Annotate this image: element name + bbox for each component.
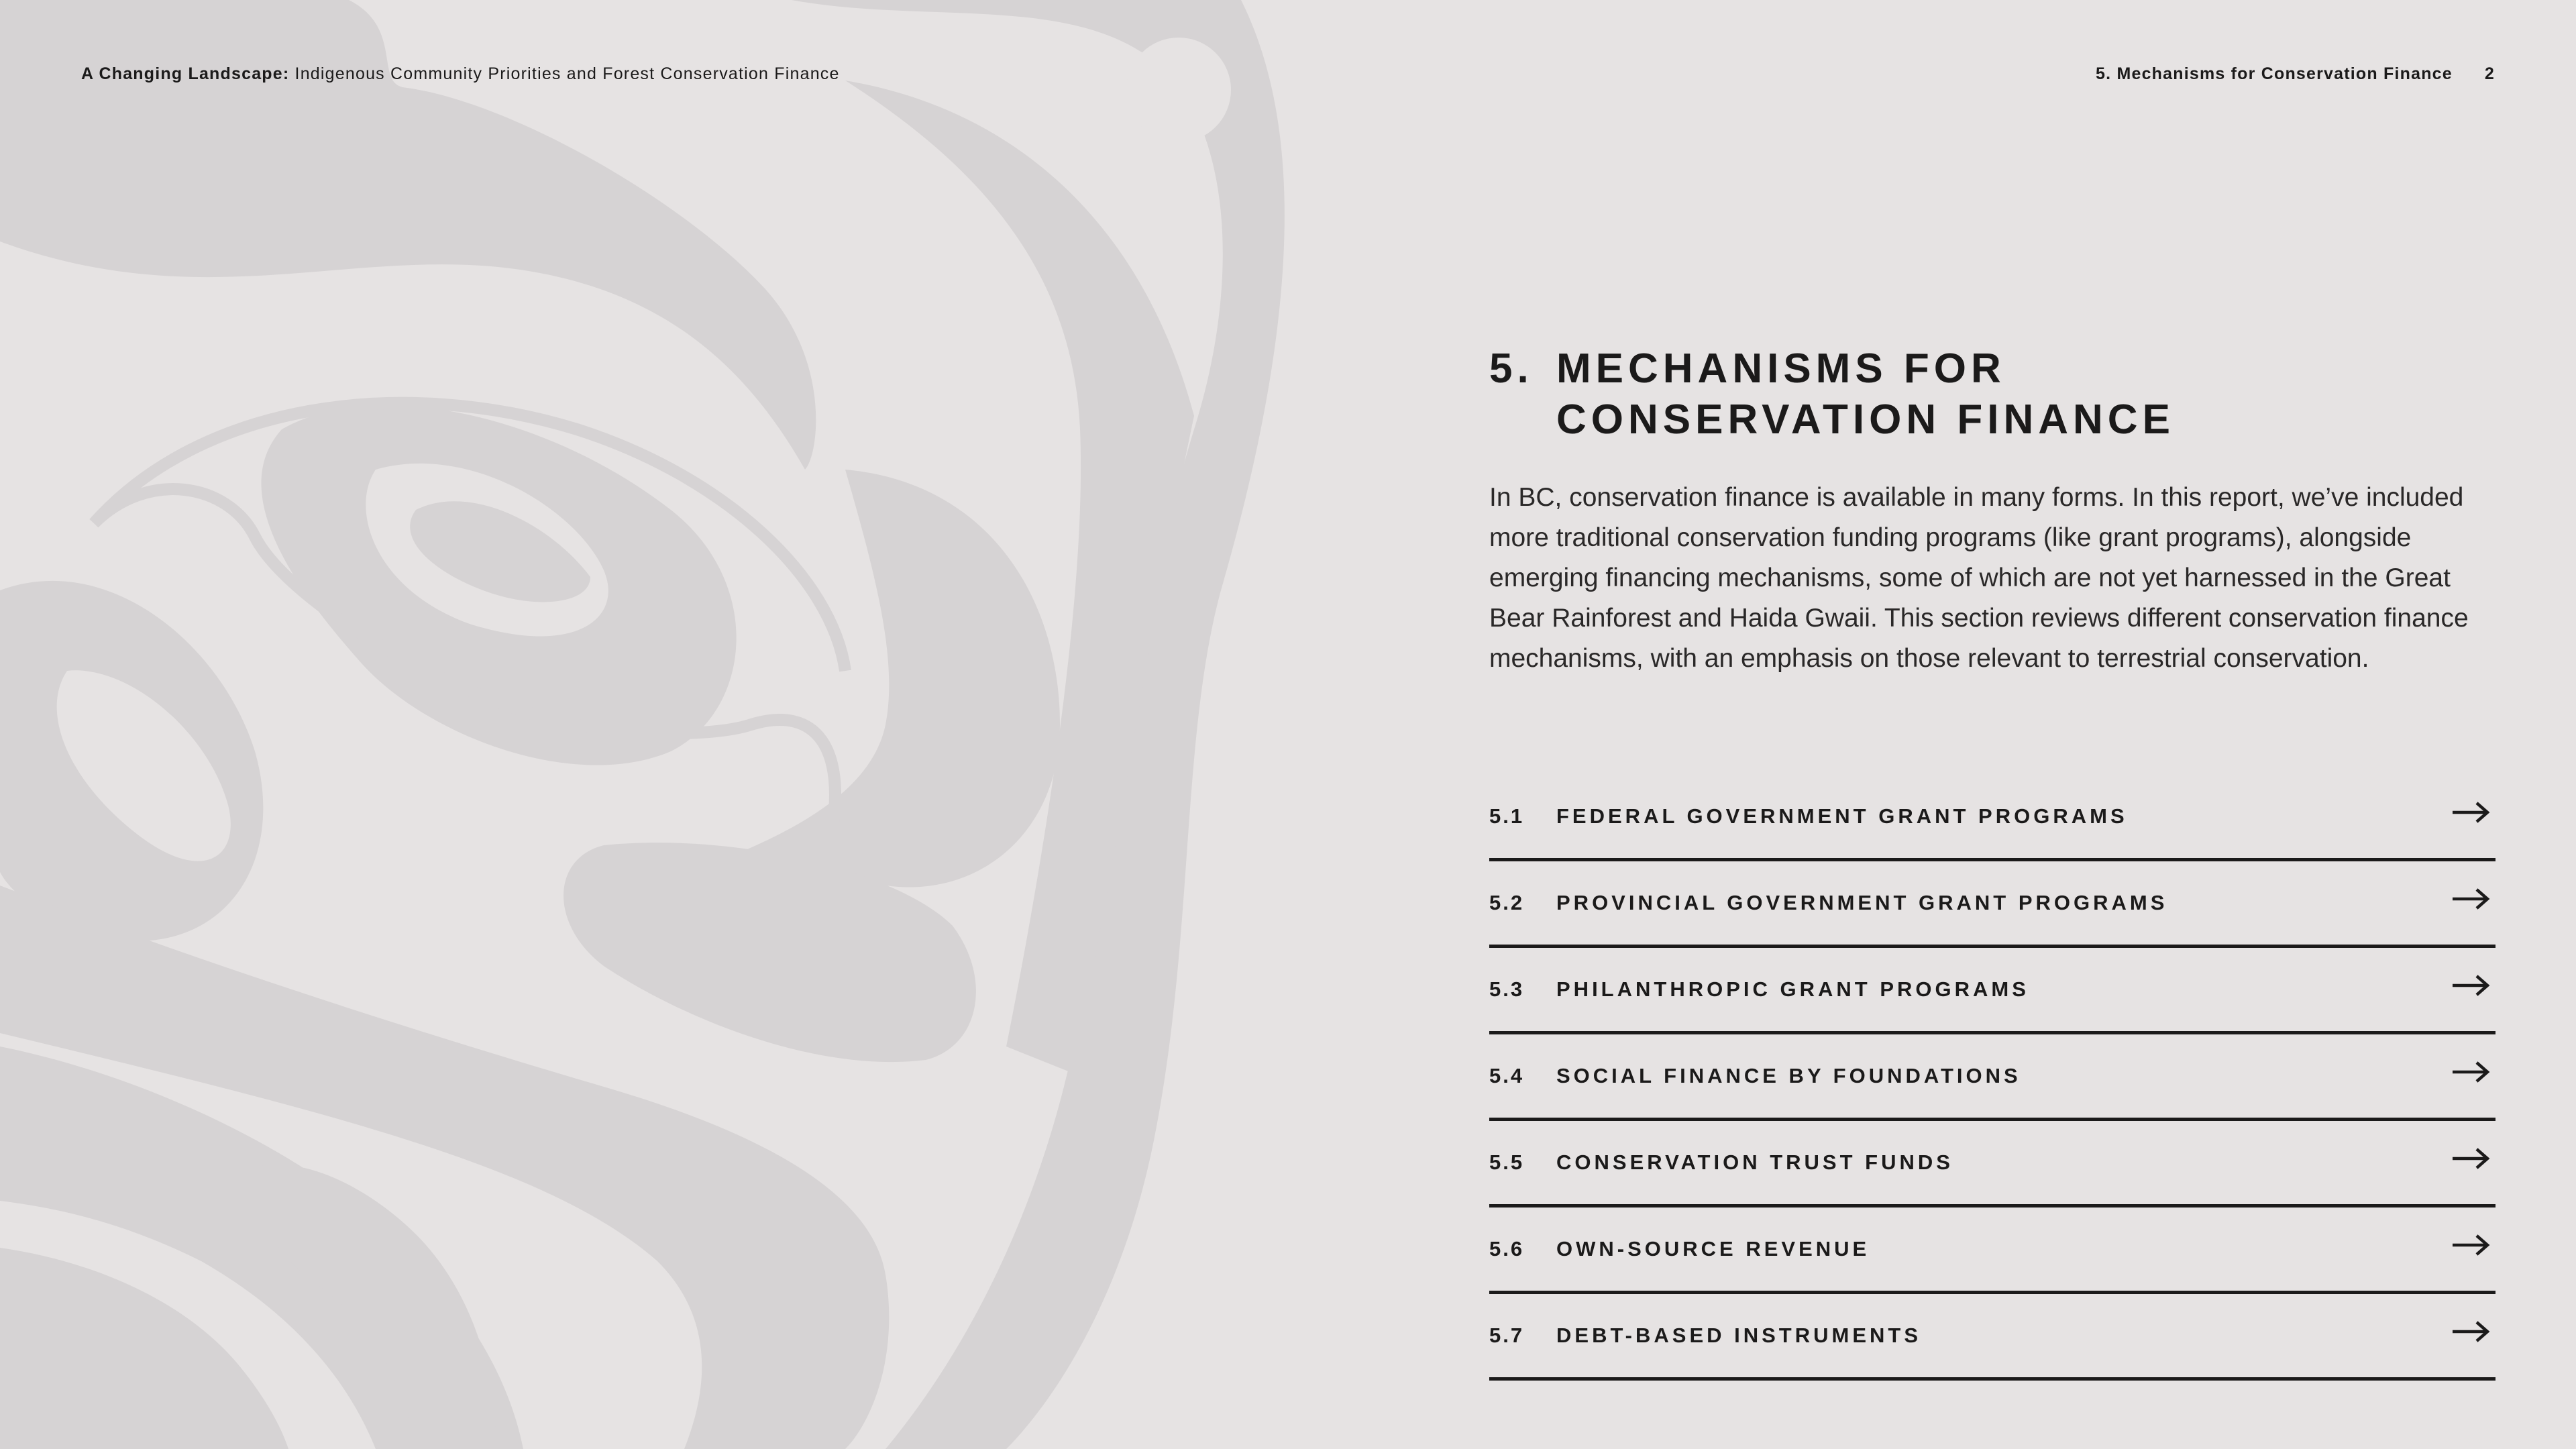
toc-item-number: 5.7 [1489, 1324, 1525, 1347]
toc-item-5-4[interactable] [1489, 1034, 2496, 1121]
intro-paragraph: In BC, conservation finance is available in many forms. In this report, we’ve included more traditional conservation funding programs (like grant programs), alongside emerging financing mechanisms, some of which are not yet harnessed in the Great Bear Rainforest and Haida Gwaii. This section reviews different conservation finance mechanisms, with an emphasis on those relevant to terrestrial conservation. [1489, 483, 2469, 673]
arrow-right-icon[interactable] [2451, 1318, 2490, 1345]
page-number: 2 [2484, 64, 2495, 83]
toc-item-5-5[interactable] [1489, 1121, 2496, 1208]
subsection-list [1489, 775, 2496, 1381]
arrow-right-icon[interactable] [2451, 1145, 2490, 1172]
toc-item-label: FEDERAL GOVERNMENT GRANT PROGRAMS [1556, 804, 2128, 828]
toc-item-number: 5.2 [1489, 891, 1525, 914]
arrow-right-icon[interactable] [2451, 885, 2490, 912]
running-header [2096, 64, 2495, 84]
toc-item-label: SOCIAL FINANCE BY FOUNDATIONS [1556, 1064, 2021, 1087]
section-title: MECHANISMS FOR CONSERVATION FINANCE [1556, 345, 2175, 443]
section-heading [1489, 343, 2361, 445]
document-title-bold: A Changing Landscape: [81, 64, 290, 83]
toc-item-number: 5.4 [1489, 1064, 1525, 1087]
toc-item-5-2[interactable] [1489, 861, 2496, 948]
toc-item-number: 5.1 [1489, 804, 1525, 828]
toc-item-5-1[interactable] [1489, 775, 2496, 861]
toc-item-label: PROVINCIAL GOVERNMENT GRANT PROGRAMS [1556, 891, 2168, 914]
arrow-right-icon[interactable] [2451, 799, 2490, 826]
toc-item-5-7[interactable] [1489, 1294, 2496, 1381]
toc-item-label: DEBT-BASED INSTRUMENTS [1556, 1324, 1922, 1347]
toc-item-5-6[interactable] [1489, 1208, 2496, 1294]
arrow-right-icon[interactable] [2451, 1059, 2490, 1085]
section-number: 5. [1489, 345, 1534, 392]
toc-item-label: CONSERVATION TRUST FUNDS [1556, 1150, 1953, 1174]
toc-item-number: 5.6 [1489, 1237, 1525, 1260]
toc-item-5-3[interactable] [1489, 948, 2496, 1034]
arrow-right-icon[interactable] [2451, 1232, 2490, 1258]
toc-item-label: PHILANTHROPIC GRANT PROGRAMS [1556, 977, 2029, 1001]
toc-item-number: 5.5 [1489, 1150, 1525, 1174]
toc-item-number: 5.3 [1489, 977, 1525, 1001]
section-label: 5. Mechanisms for Conservation Finance [2096, 64, 2453, 83]
toc-item-label: OWN-SOURCE REVENUE [1556, 1237, 1870, 1260]
document-title [81, 64, 840, 84]
arrow-right-icon[interactable] [2451, 972, 2490, 999]
document-title-rest: Indigenous Community Priorities and Forest Conservation Finance [289, 64, 840, 83]
